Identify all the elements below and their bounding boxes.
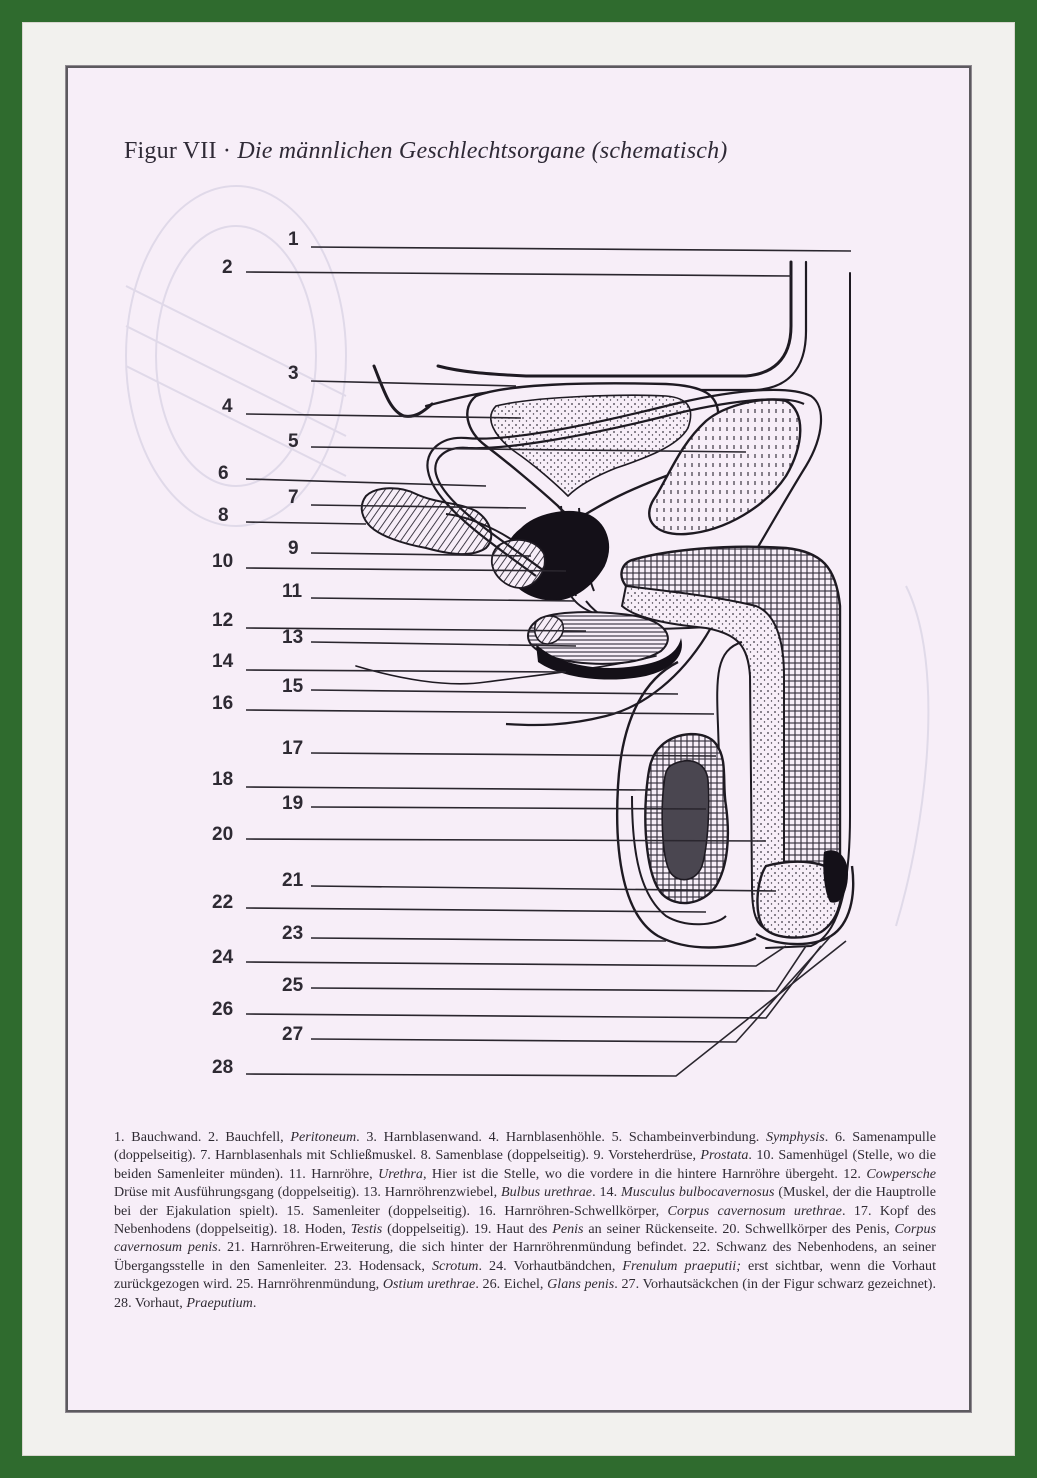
label-26: 26 [212, 999, 234, 1020]
legend-text-4: . 10. Samenhügel (Stelle, wo die beiden Samenleiter münden). 11. Harnröhre, [114, 1147, 936, 1182]
label-13: 13 [282, 627, 304, 648]
figure-legend [114, 1128, 936, 1312]
anatomy-diagram [66, 66, 971, 1116]
legend-term-bulbocavernosus: Musculus bulbocavernosus [621, 1184, 775, 1201]
legend-term-corpus-urethrae: Corpus cavernosum urethrae [667, 1202, 842, 1219]
legend-text-2: . 3. Harnblasenwand. 4. Harnblasenhöhle. 5. Schambeinverbindung. [356, 1129, 766, 1145]
legend-term-glans: Glans penis [547, 1276, 615, 1293]
label-7: 7 [288, 487, 299, 508]
label-17: 17 [282, 738, 304, 759]
label-23: 23 [282, 923, 304, 944]
legend-term-testis: Testis [350, 1221, 383, 1238]
legend-text-6: Drüse mit Ausführungsgang (doppelseitig). 13. Harnröhrenzwiebel, [114, 1184, 501, 1201]
label-10: 10 [212, 551, 234, 572]
legend-text-16: . 27. Vorhautsäckchen (in der Figur schwarz gezeichnet). 28. Vorhaut, [114, 1276, 936, 1311]
legend-term-cowpersche: Cowpersche [866, 1165, 936, 1182]
label-9: 9 [288, 538, 299, 559]
legend-text-13: . 24. Vorhautbändchen, [478, 1257, 623, 1274]
legend-term-urethra: Urethra [378, 1165, 423, 1182]
label-1: 1 [288, 229, 299, 250]
label-5: 5 [288, 431, 299, 452]
label-8: 8 [218, 505, 229, 526]
legend-term-penis: Penis [552, 1221, 584, 1238]
label-12: 12 [212, 610, 234, 631]
legend-text-5: , Hier ist die Stelle, wo die vordere in die hintere Harnröhre übergeht. 12. [422, 1165, 867, 1182]
legend-text-12: . 21. Harnröhren-Erweiterung, die sich hinter der Harnröhrenmündung befindet. 22. Schwanz des Nebenhodens, an seiner Übergangsstelle in den Samenleiter. 23. Hodensack, [114, 1239, 936, 1274]
title-separator: · [222, 138, 232, 164]
legend-text-10: (doppelseitig). 19. Haut des [382, 1221, 553, 1238]
label-14: 14 [212, 651, 234, 672]
book-page [66, 66, 971, 1412]
label-28: 28 [212, 1057, 234, 1078]
label-4: 4 [222, 396, 233, 417]
label-3: 3 [288, 363, 299, 384]
legend-term-corpus-penis: Corpus cavernosum penis [114, 1221, 936, 1256]
legend-text-7: . 14. [592, 1184, 621, 1201]
legend-term-prostata: Prostata [700, 1147, 749, 1164]
photo-border [22, 22, 1015, 1456]
label-15: 15 [282, 676, 304, 697]
legend-text-9: . 17. Kopf des Nebenhodens (doppelseitig). 18. Hoden, [114, 1202, 936, 1238]
testis [662, 761, 709, 880]
legend-text-1: 1. Bauchwand. 2. Bauchfell, [114, 1129, 291, 1145]
legend-term-frenulum: Frenulum praeputii; [622, 1257, 741, 1274]
legend-term-bulbus: Bulbus urethrae [501, 1184, 593, 1201]
label-25: 25 [282, 975, 304, 996]
label-27: 27 [282, 1024, 304, 1045]
label-11: 11 [282, 581, 303, 602]
legend-term-ostium: Ostium urethrae [382, 1276, 476, 1293]
label-19: 19 [282, 793, 304, 814]
legend-text-3: . 6. Samenampulle (doppelseitig). 7. Harnblasenhals mit Schließmuskel. 8. Samenblase (doppelseitig). 9. Vorsteherdrüse, [114, 1129, 936, 1164]
legend-text-15: . 26. Eichel, [475, 1276, 548, 1293]
label-21: 21 [282, 870, 304, 891]
label-24: 24 [212, 947, 234, 968]
legend-text-8: (Muskel, der die Hauptrolle bei der Ejakulation spielt). 15. Samenleiter (doppelseitig). 16. Harnröhren-Schwellkörper, [114, 1184, 937, 1219]
label-2: 2 [222, 257, 233, 278]
legend-text-14: erst sichtbar, wenn die Vorhaut zurückgezogen wird. 25. Harnröhrenmündung, [114, 1257, 936, 1293]
label-22: 22 [212, 892, 234, 913]
label-numbers [212, 229, 304, 1078]
label-20: 20 [212, 824, 234, 845]
legend-term-scrotum: Scrotum [432, 1257, 479, 1274]
figure-label: Figur VII [124, 138, 217, 164]
legend-term-symphysis: Symphysis [765, 1129, 825, 1145]
label-6: 6 [218, 463, 229, 484]
label-16: 16 [212, 693, 234, 714]
figure-subtitle: Die männlichen Geschlechtsorgane (schematisch) [237, 138, 728, 164]
legend-term-peritoneum: Peritoneum [290, 1129, 357, 1145]
legend-term-praeputium: Praeputium [186, 1294, 253, 1311]
legend-text-11: an seiner Rückenseite. 20. Schwellkörper des Penis, [583, 1221, 895, 1238]
label-18: 18 [212, 769, 234, 790]
legend-text-17: . [252, 1294, 257, 1311]
